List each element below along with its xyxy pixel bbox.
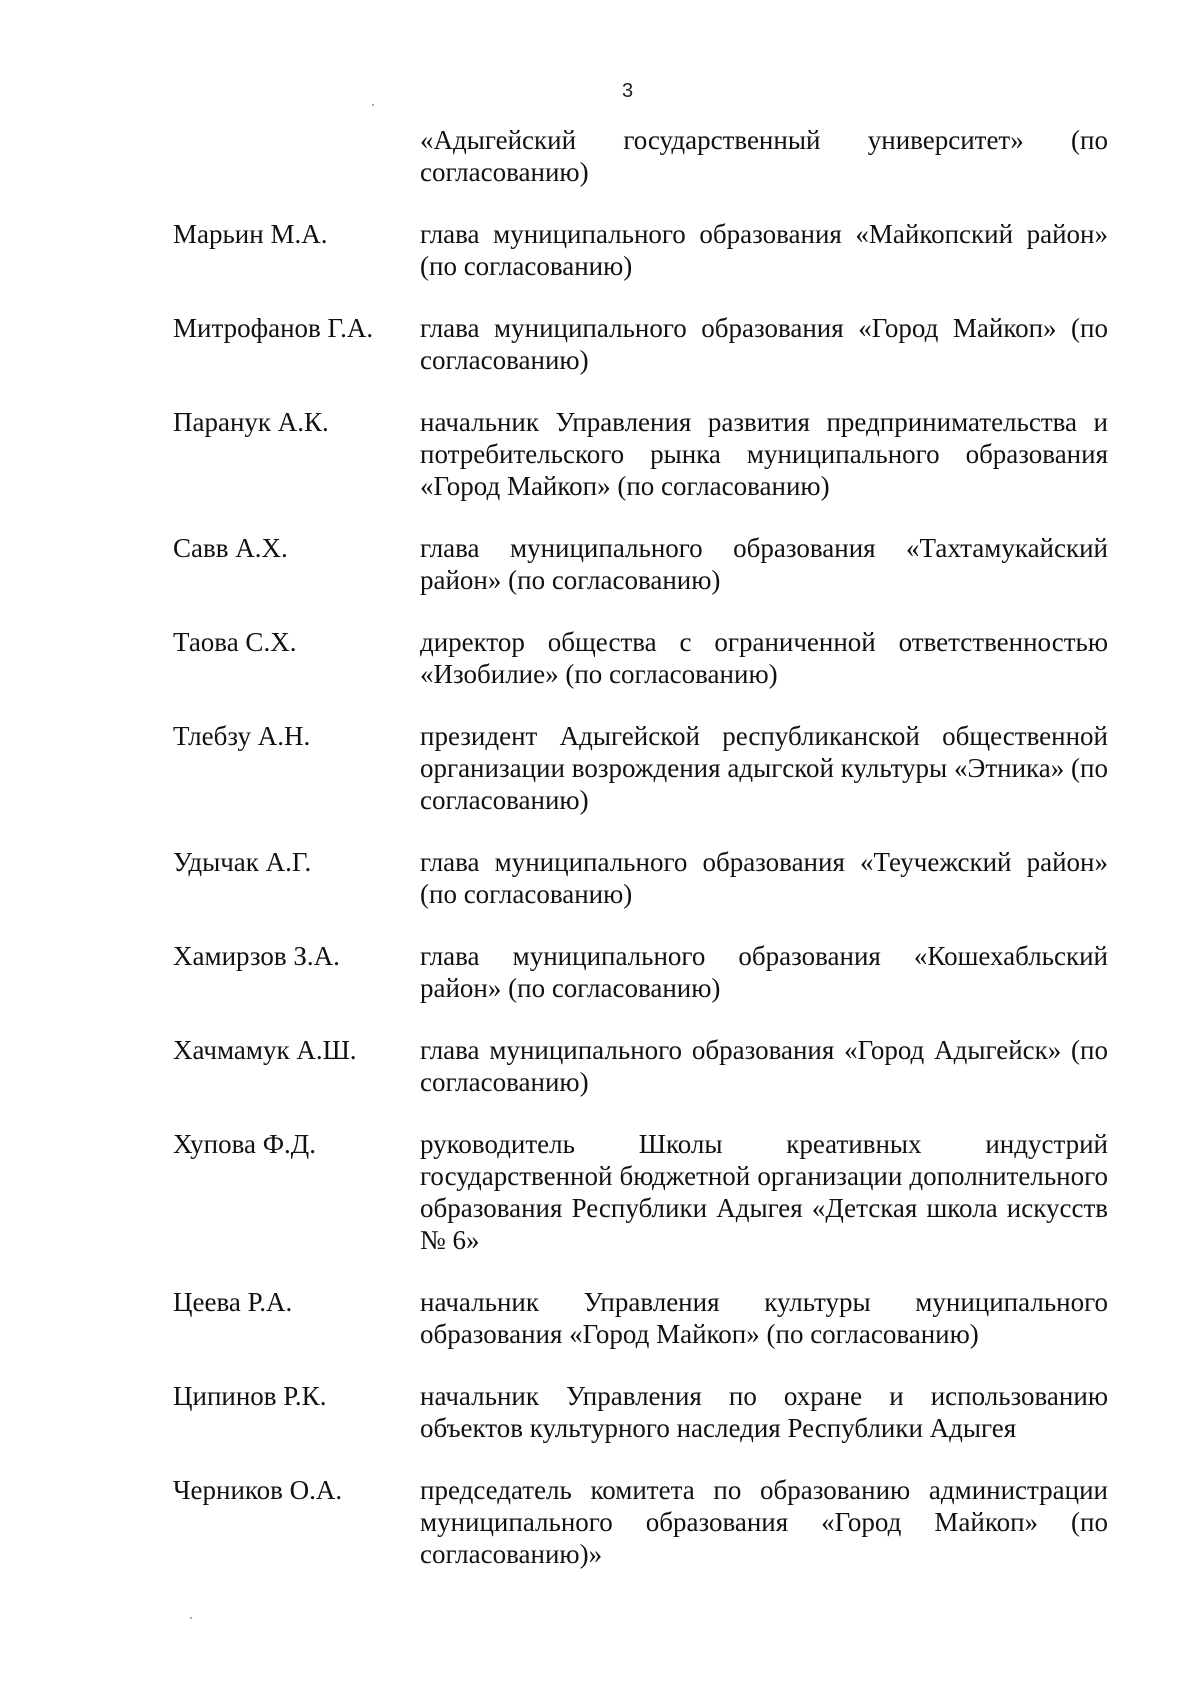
- member-role: глава муниципального образования «Теучежский район» (по согласованию): [420, 847, 1108, 909]
- member-name: Цеева Р.А.: [173, 1287, 293, 1317]
- member-role: председатель комитета по образованию администрации муниципального образования «Город Майкоп» (по согласованию)»: [420, 1475, 1108, 1569]
- scan-speck: [372, 104, 374, 106]
- member-list: [0, 124, 1200, 1600]
- list-item: [0, 1474, 1200, 1570]
- member-role: президент Адыгейской республиканской общественной организации возрождения адыгской культуры «Этника» (по согласованию): [420, 721, 1108, 815]
- member-name: Хачмамук А.Ш.: [173, 1035, 357, 1065]
- list-item: [0, 1380, 1200, 1444]
- member-name: Паранук А.К.: [173, 407, 329, 437]
- member-role: руководитель Школы креативных индустрий государственной бюджетной организации дополнительного образования Республики Адыгея «Детская школа искусств № 6»: [420, 1129, 1108, 1255]
- member-name: Марьин М.А.: [173, 219, 328, 249]
- list-item: [0, 532, 1200, 596]
- member-name: Митрофанов Г.А.: [173, 313, 374, 343]
- list-item: [0, 1128, 1200, 1256]
- page-number: 3: [621, 80, 634, 102]
- list-item: [0, 846, 1200, 910]
- member-role: начальник Управления культуры муниципального образования «Город Майкоп» (по согласованию): [420, 1287, 1108, 1349]
- member-role: глава муниципального образования «Тахтамукайский район» (по согласованию): [420, 533, 1108, 595]
- list-item: [0, 218, 1200, 282]
- member-name: Ципинов Р.К.: [173, 1381, 327, 1411]
- list-item: [0, 312, 1200, 376]
- member-role: глава муниципального образования «Город Адыгейск» (по согласованию): [420, 1035, 1108, 1097]
- list-item: [0, 626, 1200, 690]
- member-name: Савв А.Х.: [173, 533, 288, 563]
- member-role: глава муниципального образования «Кошехабльский район» (по согласованию): [420, 941, 1108, 1003]
- member-role: «Адыгейский государственный университет» (по согласованию): [420, 125, 1108, 187]
- member-name: Черников О.А.: [173, 1475, 343, 1505]
- member-role: глава муниципального образования «Город Майкоп» (по согласованию): [420, 313, 1108, 375]
- member-name: Таова С.Х.: [173, 627, 297, 657]
- list-item: [0, 124, 1200, 188]
- scan-speck: [190, 1617, 192, 1619]
- list-item: [0, 1034, 1200, 1098]
- list-item: [0, 720, 1200, 816]
- member-role: глава муниципального образования «Майкопский район» (по согласованию): [420, 219, 1108, 281]
- list-item: [0, 406, 1200, 502]
- list-item: [0, 1286, 1200, 1350]
- list-item: [0, 940, 1200, 1004]
- member-name: Хупова Ф.Д.: [173, 1129, 316, 1159]
- member-role: начальник Управления по охране и использованию объектов культурного наследия Республики Адыгея: [420, 1381, 1108, 1443]
- member-name: Тлебзу А.Н.: [173, 721, 311, 751]
- member-role: директор общества с ограниченной ответственностью «Изобилие» (по согласованию): [420, 627, 1108, 689]
- member-name: Удычак А.Г.: [173, 847, 312, 877]
- member-name: Хамирзов З.А.: [173, 941, 340, 971]
- member-role: начальник Управления развития предпринимательства и потребительского рынка муниципального образования «Город Майкоп» (по согласованию): [420, 407, 1108, 501]
